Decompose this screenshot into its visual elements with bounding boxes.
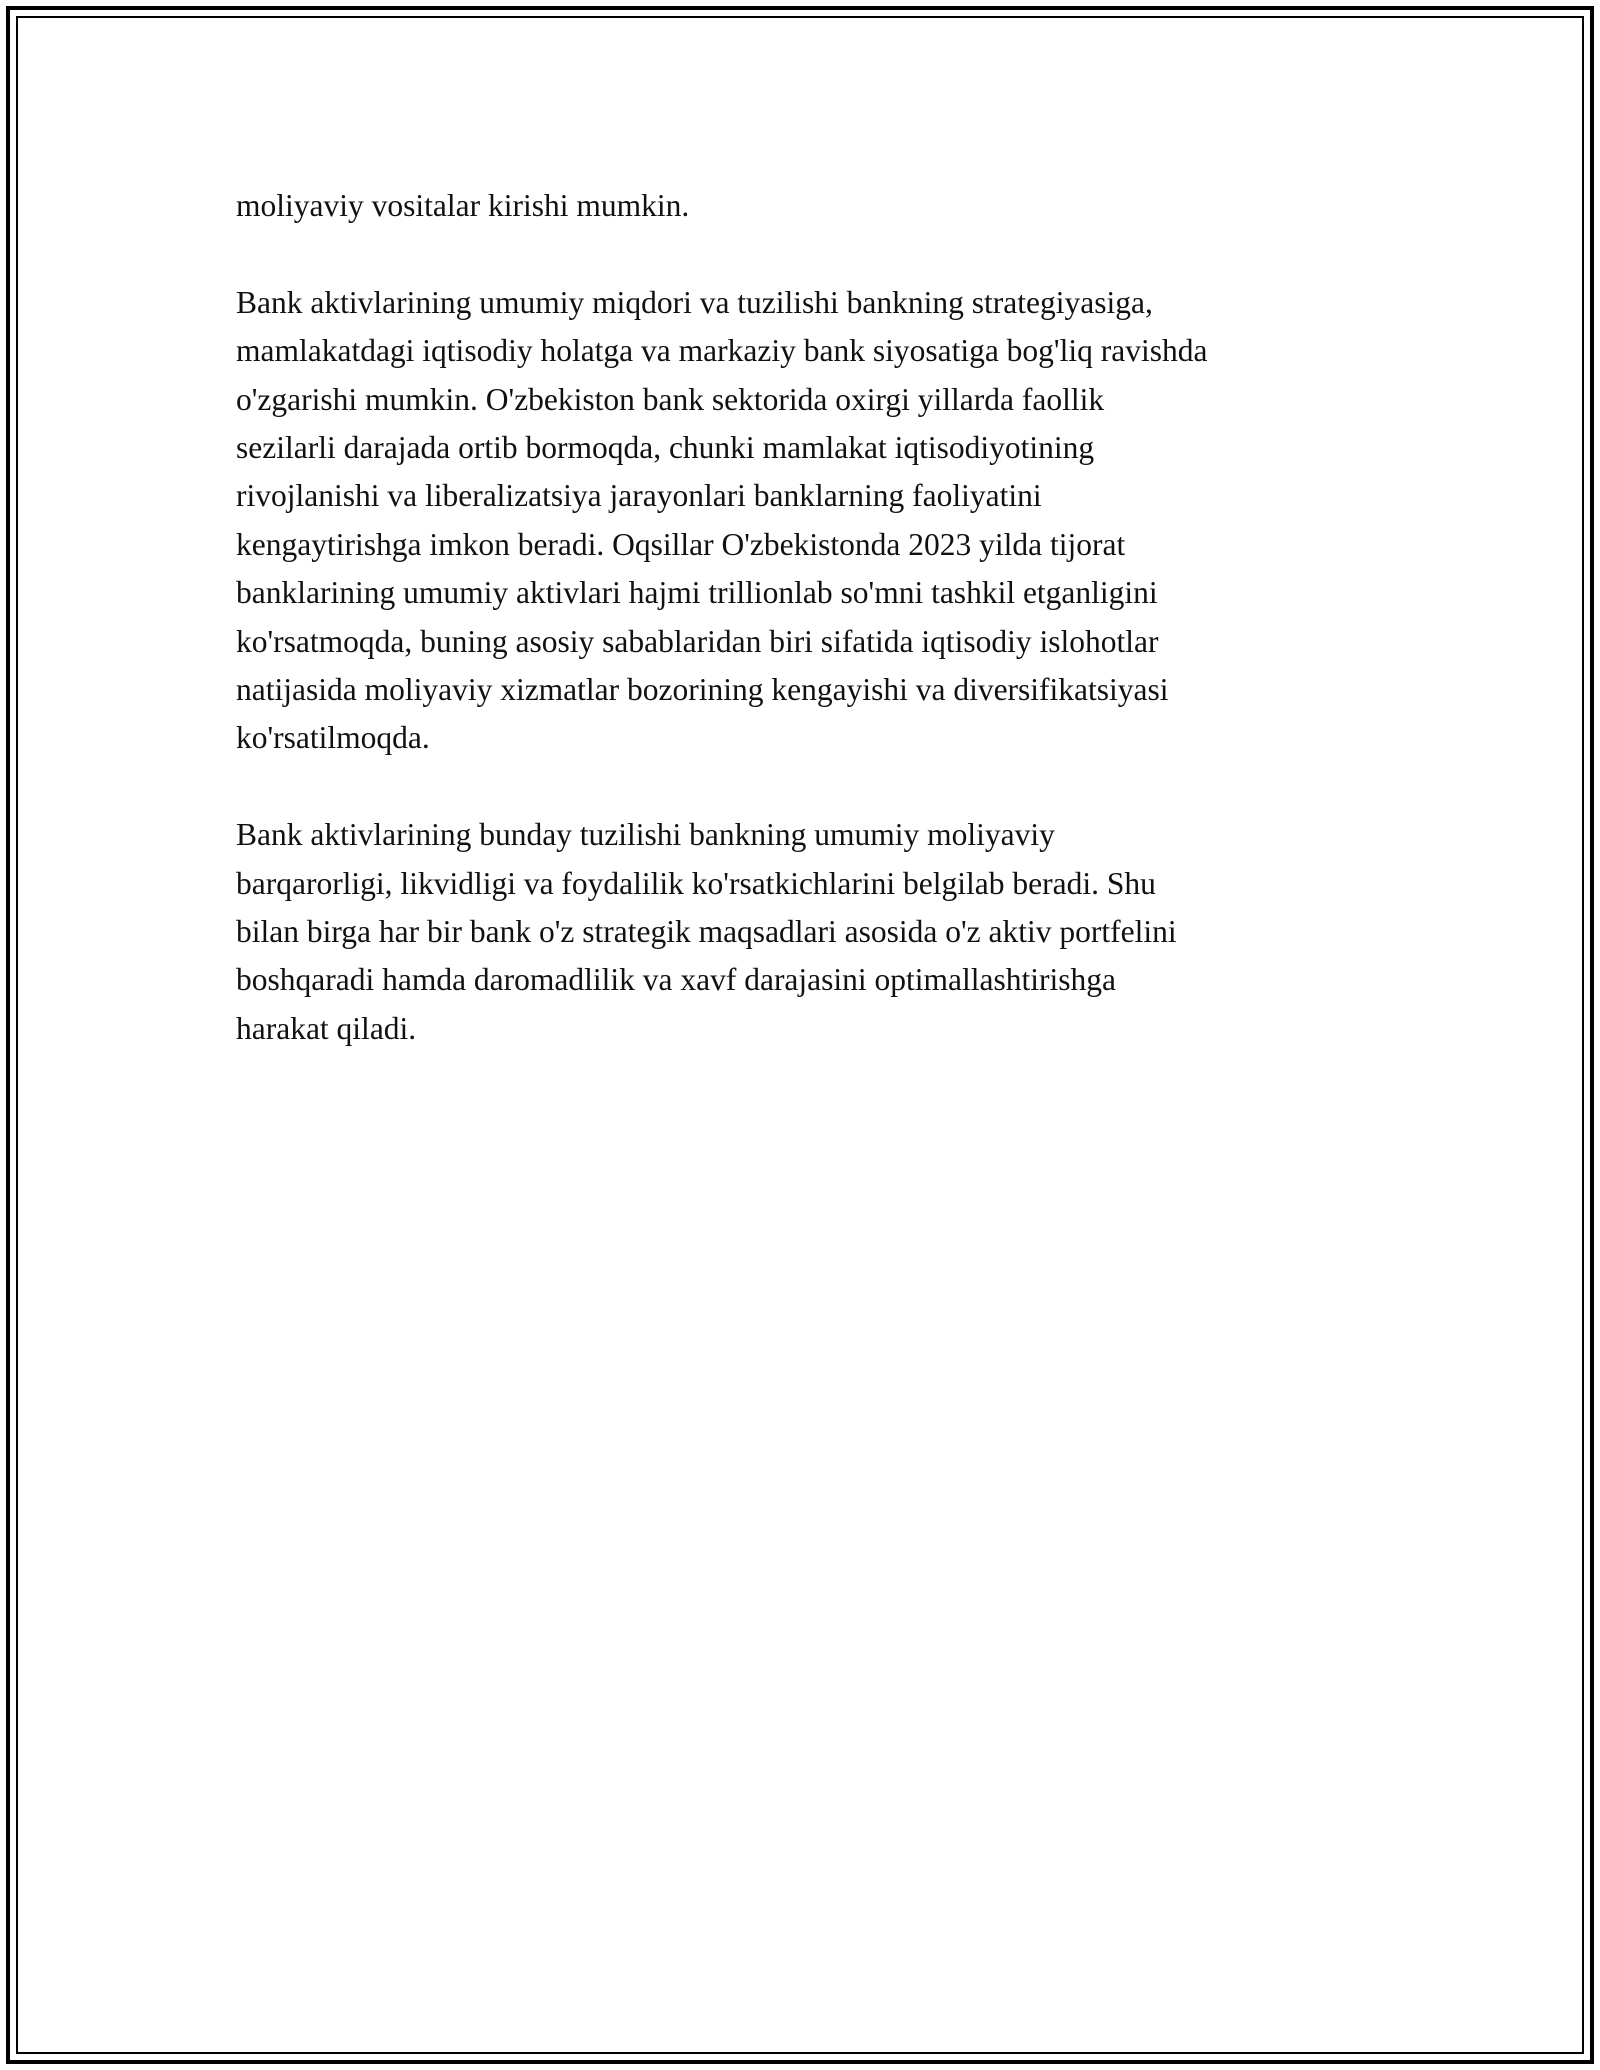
text-line: boshqaradi hamda daromadlilik va xavf darajasini optimallashtirishga (236, 962, 1117, 998)
paragraph-3 (236, 811, 1376, 1053)
text-line: mamlakatdagi iqtisodiy holatga va markaziy bank siyosatiga bog'liq ravishda (236, 333, 1208, 369)
text-line: bilan birga har bir bank o'z strategik maqsadlari asosida o'z aktiv portfelini (236, 914, 1177, 950)
text-line: kengaytirishga imkon beradi. Oqsillar O'zbekistonda 2023 yilda tijorat (236, 526, 1126, 562)
text-line: ko'rsatmoqda, buning asosiy sabablaridan biri sifatida iqtisodiy islohotlar (236, 623, 1159, 659)
paragraph-2 (236, 279, 1376, 763)
text-line: sezilarli darajada ortib bormoqda, chunki mamlakat iqtisodiyotining (236, 430, 1095, 466)
text-line: Bank aktivlarining umumiy miqdori va tuzilishi bankning strategiyasiga, (236, 284, 1153, 320)
text-line: natijasida moliyaviy xizmatlar bozorining kengayishi va diversifikatsiyasi (236, 672, 1169, 708)
text-line: barqarorligi, likvidligi va foydalilik ko'rsatkichlarini belgilab beradi. Shu (236, 865, 1156, 901)
text-line: rivojlanishi va liberalizatsiya jarayonlari banklarning faoliyatini (236, 478, 1042, 514)
text-line: moliyaviy vositalar kirishi mumkin. (236, 188, 690, 223)
document-body (236, 182, 1376, 1102)
text-line: banklarining umumiy aktivlari hajmi trillionlab so'mni tashkil etganligini (236, 575, 1158, 611)
text-line: o'zgarishi mumkin. O'zbekiston bank sektorida oxirgi yillarda faollik (236, 381, 1105, 417)
paragraph-1 (236, 182, 1376, 230)
text-line: Bank aktivlarining bunday tuzilishi bankning umumiy moliyaviy (236, 817, 1055, 853)
text-line: ko'rsatilmoqda. (236, 720, 430, 756)
text-line: harakat qiladi. (236, 1010, 417, 1046)
